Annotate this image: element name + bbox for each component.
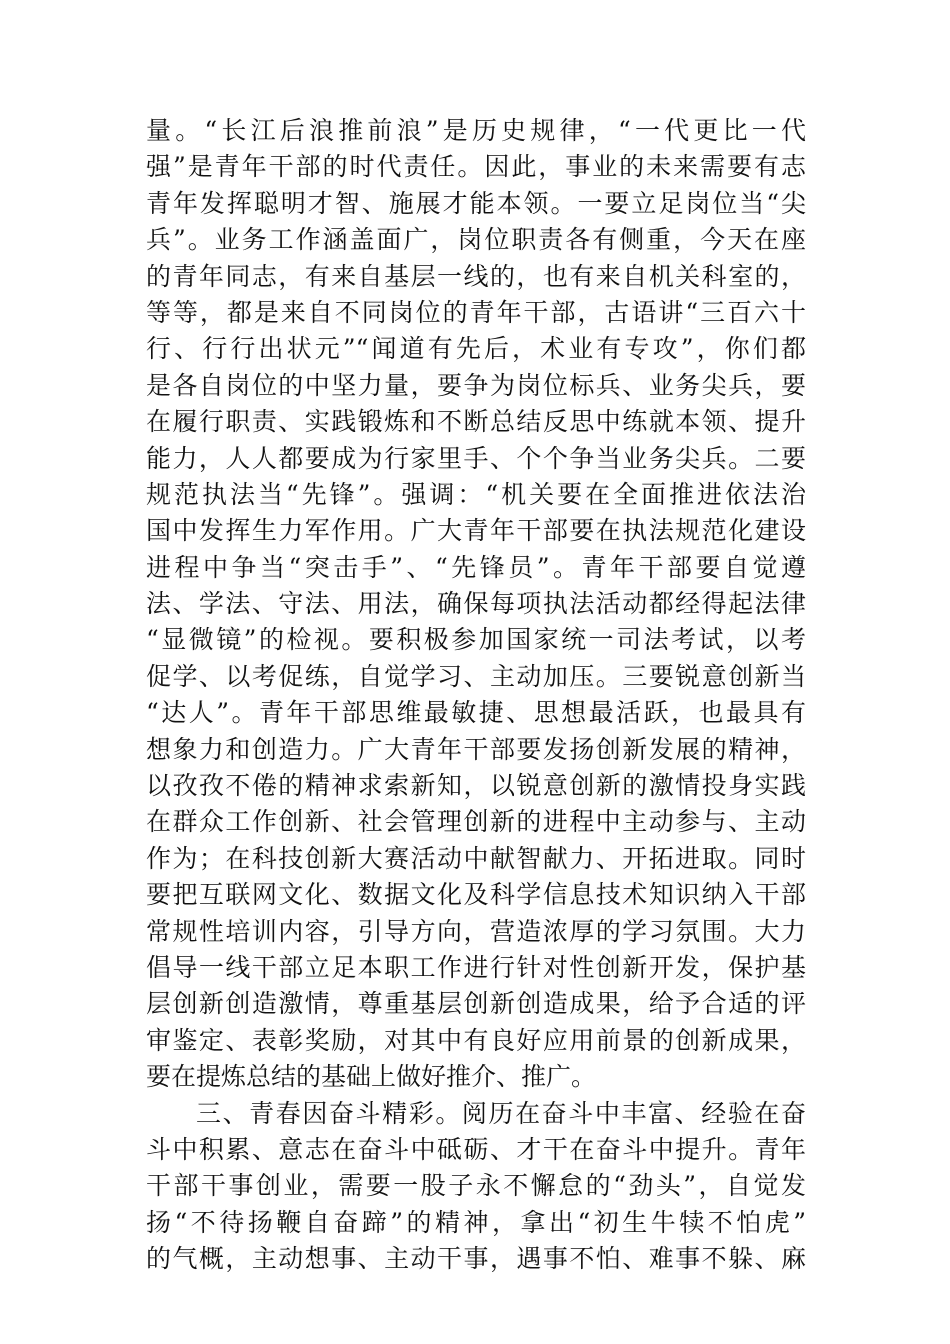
text-line: 国中发挥生力军作用。广大青年干部要在执法规范化建设	[146, 516, 806, 546]
text-line: 强”是青年干部的时代责任。因此，事业的未来需要有志	[146, 152, 806, 182]
text-line: 斗中积累、意志在奋斗中砥砺、才干在奋斗中提升。青年	[146, 1134, 806, 1164]
text-line: 的青年同志，有来自基层一线的，也有来自机关科室的，	[146, 261, 806, 291]
text-line: 倡导一线干部立足本职工作进行针对性创新开发，保护基	[146, 952, 806, 982]
text-line: 青年发挥聪明才智、施展才能本领。一要立足岗位当“尖	[146, 188, 806, 218]
text-line: 促学、以考促练，自觉学习、主动加压。三要锐意创新当	[146, 661, 806, 691]
text-line: 行、行行出状元”“闻道有先后，术业有专攻”，你们都	[146, 334, 806, 364]
text-line: 层创新创造激情，尊重基层创新创造成果，给予合适的评	[146, 989, 806, 1019]
text-line: 规范执法当“先锋”。强调：“机关要在全面推进依法治	[146, 479, 806, 509]
text-line: 的气概，主动想事、主动干事，遇事不怕、难事不躲、麻	[146, 1244, 806, 1274]
text-line: 是各自岗位的中坚力量，要争为岗位标兵、业务尖兵，要	[146, 370, 806, 400]
text-line: 常规性培训内容，引导方向，营造浓厚的学习氛围。大力	[146, 916, 806, 946]
text-line: 等等，都是来自不同岗位的青年干部，古语讲“三百六十	[146, 297, 806, 327]
text-line: 审鉴定、表彰奖励，对其中有良好应用前景的创新成果，	[146, 1025, 806, 1055]
text-line: “显微镜”的检视。要积极参加国家统一司法考试，以考	[146, 625, 806, 655]
text-line: 兵”。业务工作涵盖面广，岗位职责各有侧重，今天在座	[146, 225, 806, 255]
text-line: 干部干事创业，需要一股子永不懈怠的“劲头”，自觉发	[146, 1171, 806, 1201]
text-line: “达人”。青年干部思维最敏捷、思想最活跃，也最具有	[146, 698, 806, 728]
text-line: 进程中争当“突击手”、“先锋员”。青年干部要自觉遵	[146, 552, 806, 582]
paragraph-end-line: 要在提炼总结的基础上做好推介、推广。	[146, 1062, 597, 1092]
text-line: 要把互联网文化、数据文化及科学信息技术知识纳入干部	[146, 880, 806, 910]
text-line: 想象力和创造力。广大青年干部要发扬创新发展的精神，	[146, 734, 806, 764]
text-line: 能力，人人都要成为行家里手、个个争当业务尖兵。二要	[146, 443, 806, 473]
text-line: 在群众工作创新、社会管理创新的进程中主动参与、主动	[146, 807, 806, 837]
text-line: 以孜孜不倦的精神求索新知，以锐意创新的激情投身实践	[146, 771, 806, 801]
text-line: 量。“长江后浪推前浪”是历史规律，“一代更比一代	[146, 116, 806, 145]
body-text	[146, 113, 806, 1278]
text-line: 扬“不待扬鞭自奋蹄”的精神，拿出“初生牛犊不怕虎”	[146, 1207, 806, 1237]
text-line: 作为；在科技创新大赛活动中献智献力、开拓进取。同时	[146, 843, 806, 873]
section-heading-line: 三、青春因奋斗精彩。阅历在奋斗中丰富、经验在奋	[196, 1098, 806, 1128]
text-line: 在履行职责、实践锻炼和不断总结反思中练就本领、提升	[146, 407, 806, 437]
text-line: 法、学法、守法、用法，确保每项执法活动都经得起法律	[146, 589, 806, 619]
